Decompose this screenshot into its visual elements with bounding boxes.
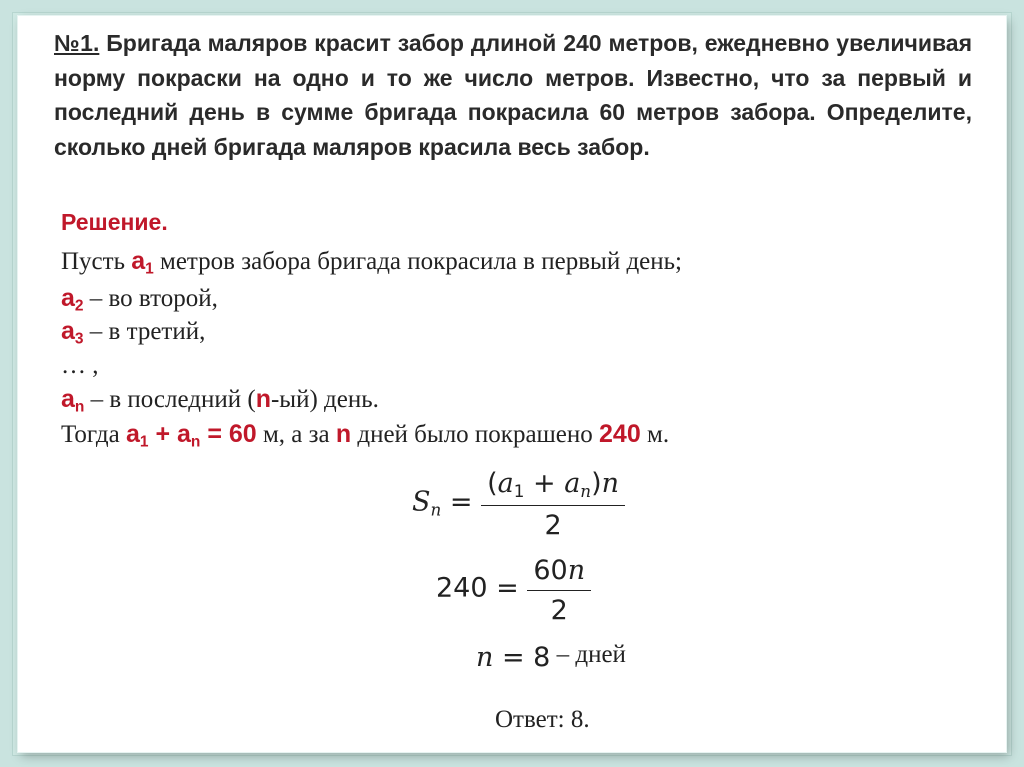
formula2-equals: = [487, 572, 528, 604]
formula1-open-paren: ( [487, 468, 498, 499]
sum-an-sub: n [190, 433, 201, 451]
formula1-an-sub: n [580, 481, 592, 502]
solution-line-6 [61, 419, 669, 458]
formula1-a1-sub: 1 [513, 481, 525, 502]
formula1-S: S [412, 486, 431, 518]
var-a3 [61, 317, 84, 348]
var-an-letter: a [61, 385, 75, 413]
problem-text: Бригада маляров красит забор длиной 240 метров, ежедневно увеличивая норму покраски на одно и то же число метров. Известно, что за первый и последний день в сумме бригада покрасила 60 метров забора. Определите, сколько дней бригада маляров красила весь забор. [54, 30, 973, 160]
var-n: n [255, 385, 271, 413]
var-a2-letter: a [61, 284, 75, 312]
formula1-close-paren: ) [591, 468, 602, 499]
formula2-fraction [527, 555, 591, 626]
formula2-n: n [567, 555, 586, 586]
var-an [61, 385, 85, 416]
formula1-plus: + [524, 468, 565, 499]
formula3-unit: – дней [550, 641, 626, 668]
sum-equals-60: = 60 [200, 420, 257, 448]
solution-line-4 [61, 351, 99, 381]
var-a1-letter: a [131, 247, 146, 275]
line5-mid1: – в последний ( [84, 386, 256, 413]
line6-mid2: дней было покрашено [351, 421, 600, 448]
formula1-n: n [601, 468, 620, 499]
line6-prefix: Тогда [61, 421, 126, 448]
var-a2-sub: 2 [74, 297, 84, 315]
formula1-equals: = [441, 486, 482, 518]
var-a3-sub: 3 [74, 330, 84, 348]
solution-line-1 [61, 246, 682, 285]
line1-suffix: метров забора бригада покрасила в первый день; [153, 248, 682, 275]
line2-suffix: – во второй, [83, 285, 218, 312]
line6-suffix: м. [640, 421, 670, 448]
line6-mid1: м, а за [256, 421, 336, 448]
problem-number: №1. [54, 30, 100, 56]
var-a1 [131, 247, 154, 278]
var-a1-sub: 1 [145, 260, 154, 278]
solution-line-5 [61, 384, 379, 423]
formula-sum-arithmetic [412, 468, 625, 541]
line3-suffix: – в третий, [83, 318, 206, 345]
days-n: n [335, 420, 352, 448]
var-a3-letter: a [61, 317, 75, 345]
formula1-numerator [481, 468, 625, 506]
formula1-an: a [564, 468, 581, 499]
answer-text: Ответ: 8. [495, 706, 590, 733]
formula-result [476, 641, 626, 673]
formula2-numerator [527, 555, 591, 591]
ellipsis-text: … , [61, 352, 99, 379]
formula3-n: n [476, 642, 494, 673]
formula2-lhs: 240 [436, 572, 488, 604]
line1-prefix: Пусть [61, 248, 132, 275]
formula3-equals-8: = 8 [493, 642, 551, 673]
formula2-denominator: 2 [550, 595, 568, 626]
formula-substitution [436, 555, 591, 626]
var-an-sub: n [74, 398, 85, 416]
problem-statement [54, 26, 972, 164]
sum-a1-letter: a [125, 420, 140, 448]
formula2-60: 60 [533, 555, 568, 586]
solution-title: Решение. [61, 209, 168, 235]
line5-mid2: -ый) день. [270, 386, 379, 413]
formula1-fraction [481, 468, 625, 541]
sum-plus-an: + a [148, 420, 191, 448]
total-240: 240 [599, 420, 641, 448]
formula1-a1: a [497, 468, 514, 499]
formula1-denominator: 2 [544, 510, 562, 542]
formula1-S-sub: n [430, 499, 442, 520]
sum-equation [125, 420, 257, 451]
var-a2 [61, 284, 84, 315]
solution-line-3 [61, 316, 205, 355]
sum-a1-sub: 1 [139, 433, 149, 451]
